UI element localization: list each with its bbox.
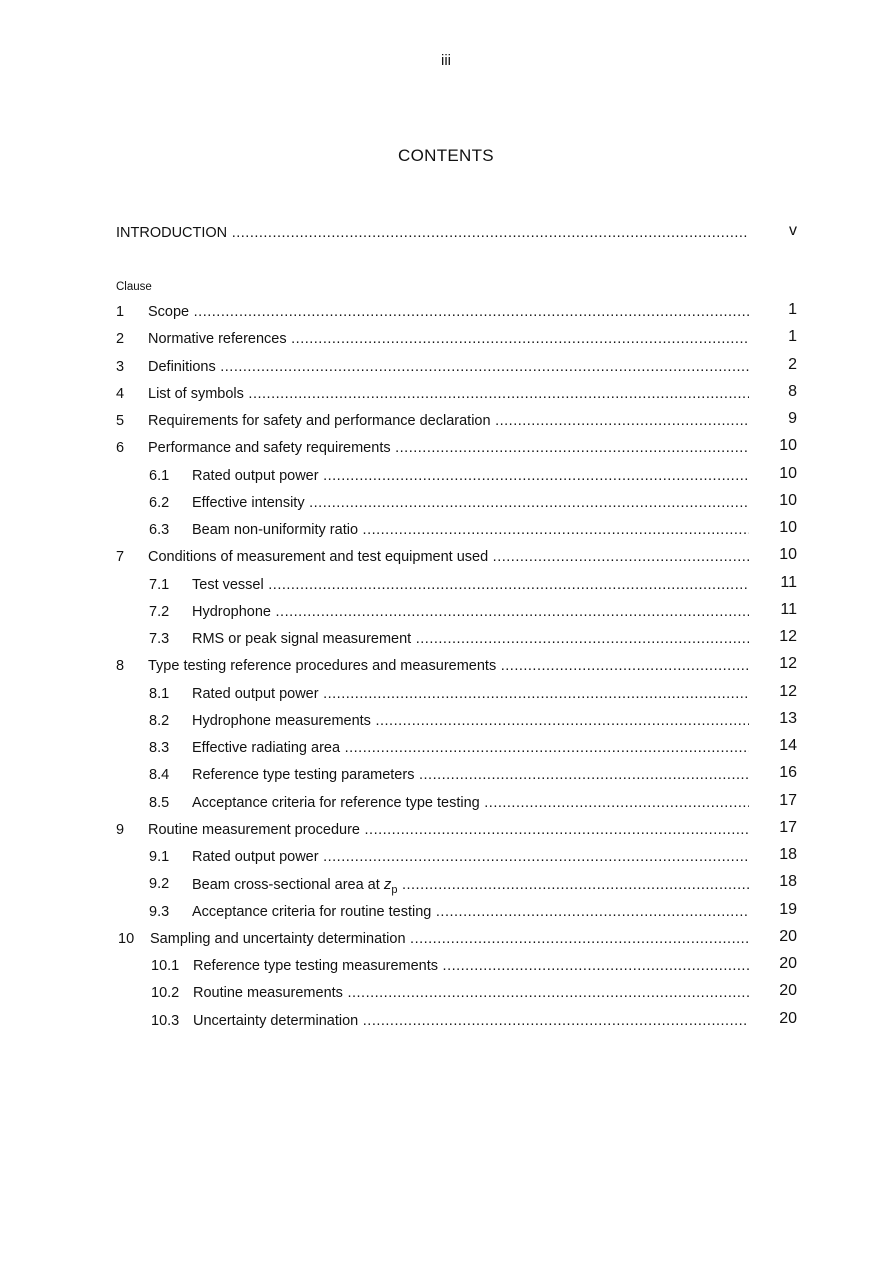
toc-entry-page: 10	[779, 519, 797, 536]
toc-entry-number: 9.3	[149, 903, 170, 920]
toc-entry-number: 9	[116, 821, 125, 838]
toc-entry-title	[192, 468, 749, 484]
toc-row[interactable]	[0, 873, 892, 898]
toc-entry-number: 8.4	[149, 767, 170, 784]
toc-entry-page: 17	[779, 818, 797, 836]
toc-row[interactable]	[0, 382, 892, 408]
toc-row[interactable]	[0, 628, 892, 653]
toc-entry-title-text: Normative references	[148, 331, 287, 348]
toc-entry-page: 11	[780, 573, 797, 591]
toc-entry-title	[148, 331, 749, 347]
toc-row[interactable]	[0, 709, 892, 735]
toc-entry-title: INTRODUCTION .....	[116, 225, 749, 241]
toc-entry-page: 10	[779, 546, 797, 564]
toc-row[interactable]	[0, 464, 892, 490]
toc-entry-page: 10	[779, 437, 797, 455]
toc-row[interactable]	[0, 955, 892, 980]
toc-entry-title	[192, 740, 749, 756]
toc-entry-number: 2	[116, 331, 125, 348]
toc-entry-title	[192, 795, 749, 811]
toc-entry-title-text: Performance and safety requirements	[148, 440, 391, 457]
toc-entry-title-text: Hydrophone measurements	[192, 712, 371, 729]
toc-entry-title	[192, 849, 749, 865]
symbol-subscript: p	[391, 884, 398, 897]
toc-entry-symbol	[383, 876, 398, 897]
toc-entry-page: 18	[779, 846, 797, 863]
toc-entry-title	[150, 931, 749, 947]
clause-label: Clause	[116, 281, 152, 293]
toc-entry-title-text: List of symbols	[148, 385, 244, 402]
toc-entry-title-text: Routine measurement procedure	[148, 821, 360, 838]
toc-entry-number: 6	[116, 440, 125, 457]
toc-introduction-row[interactable]	[0, 222, 892, 247]
toc-entry-number: 6.1	[149, 467, 170, 484]
toc-entry-page: 12	[779, 628, 797, 645]
toc-entry-page: 12	[779, 655, 797, 673]
toc-entry-page: 11	[780, 600, 797, 618]
toc-entry-title-text: Acceptance criteria for reference type testing	[192, 794, 480, 811]
toc-entry-title	[192, 604, 749, 620]
toc-entry-title-text: Uncertainty determination	[193, 1012, 359, 1029]
toc-entry-number: 9.2	[149, 876, 170, 893]
toc-entry-number: 8.1	[149, 685, 170, 702]
toc-entry-title	[193, 985, 749, 1001]
toc-entry-title-text: Scope	[148, 304, 190, 320]
toc-row[interactable]	[0, 927, 892, 953]
toc-entry-number: 6.2	[149, 494, 170, 511]
toc-entry-title-text: Effective radiating area	[192, 740, 341, 756]
toc-entry-page: 17	[779, 791, 797, 809]
toc-entry-title-text: Routine measurements	[193, 985, 343, 1002]
toc-entry-page: 1	[788, 301, 797, 318]
toc-entry-page: 2	[788, 355, 797, 373]
toc-row[interactable]	[0, 328, 892, 353]
toc-entry-title	[148, 822, 749, 838]
toc-entry-number: 10	[118, 930, 135, 947]
toc-entry-page: 20	[779, 927, 797, 945]
toc-entry-title	[192, 495, 749, 511]
toc-entry-number: 4	[116, 385, 125, 402]
toc-row[interactable]	[0, 600, 892, 626]
toc-entry-number: 10.1	[151, 958, 180, 974]
toc-entry-title-text: RMS or peak signal measurement	[192, 631, 412, 647]
toc-row[interactable]	[0, 846, 892, 871]
toc-entry-title	[193, 958, 749, 974]
toc-entry-title-text: Beam cross-sectional area at	[192, 877, 384, 894]
toc-entry-page: 13	[779, 709, 797, 727]
toc-row[interactable]	[0, 437, 892, 462]
toc-row[interactable]	[0, 982, 892, 1007]
toc-entry-title-text: Rated output power	[192, 685, 319, 702]
toc-row[interactable]	[0, 410, 892, 435]
toc-entry-title-text: Rated output power	[192, 467, 319, 484]
toc-entry-title-text: Effective intensity	[192, 494, 305, 511]
toc-row[interactable]	[0, 682, 892, 708]
toc-entry-title-text: Hydrophone	[192, 603, 271, 620]
toc-entry-page: 18	[779, 873, 797, 891]
toc-row[interactable]	[0, 764, 892, 789]
toc-entry-title	[192, 631, 749, 647]
toc-entry-title-text: Reference type testing measurements	[193, 958, 439, 974]
toc-entry-title-text: Acceptance criteria for routine testing	[192, 903, 432, 920]
toc-entry-title	[192, 767, 749, 783]
toc-entry-page: 1	[788, 328, 797, 346]
toc-entry-title	[148, 440, 749, 456]
toc-entry-title-text: Test vessel	[192, 576, 264, 593]
toc-entry-title-text: Type testing reference procedures and measurements	[148, 658, 497, 675]
toc-entry-page: 20	[779, 982, 797, 1000]
toc-entry-page: 16	[779, 764, 797, 782]
toc-entry-page: 10	[779, 464, 797, 482]
toc-entry-title	[148, 658, 749, 674]
toc-entry-title	[148, 304, 749, 320]
page-title: CONTENTS	[398, 146, 494, 165]
toc-entry-number: 8.5	[149, 794, 170, 811]
toc-entry-title-text: Reference type testing parameters	[192, 767, 415, 784]
toc-entry-title-text: Sampling and uncertainty determination	[150, 930, 406, 947]
toc-entry-title	[192, 713, 749, 729]
toc-entry-number: 5	[116, 413, 125, 429]
toc-row[interactable]	[0, 301, 892, 326]
toc-entry-title	[192, 686, 749, 702]
toc-entry-number: 7.2	[149, 603, 170, 620]
toc-entry-title	[148, 413, 749, 429]
toc-entry-title-text: Requirements for safety and performance declaration	[148, 413, 491, 429]
toc-row[interactable]	[0, 546, 892, 571]
toc-entry-page: 12	[779, 682, 797, 700]
toc-entry-title-text: Rated output power	[192, 849, 319, 865]
toc-entry-page: v	[789, 222, 797, 239]
toc-row[interactable]	[0, 355, 892, 381]
toc-entry-title-text: Definitions	[148, 358, 216, 375]
toc-entry-title-text: Beam non-uniformity ratio	[192, 522, 359, 538]
toc-entry-number: 7.1	[149, 576, 170, 593]
toc-entry-page: 20	[779, 955, 797, 972]
symbol-variable: z	[383, 876, 392, 894]
toc-entry-number: 6.3	[149, 522, 170, 538]
toc-entry-title	[148, 549, 749, 565]
toc-row[interactable]	[0, 519, 892, 544]
toc-entry-page: 20	[779, 1009, 797, 1027]
toc-entry-number: 8.2	[149, 712, 170, 729]
toc-row[interactable]	[0, 900, 892, 926]
toc-entry-number: 10.2	[151, 985, 180, 1002]
toc-entry-number: 3	[116, 358, 125, 375]
toc-entry-number: 9.1	[149, 849, 170, 865]
toc-entry-title	[192, 876, 749, 896]
toc-entry-title	[192, 522, 749, 538]
page-number: iii	[441, 52, 451, 69]
toc-entry-title	[148, 386, 749, 402]
toc-entry-page: 8	[788, 382, 797, 400]
toc-row[interactable]	[0, 1009, 892, 1035]
toc-entry-page: 14	[779, 737, 797, 754]
toc-row[interactable]	[0, 737, 892, 762]
toc-entry-number: 7.3	[149, 631, 170, 647]
toc-entry-title	[192, 577, 749, 593]
toc-entry-title-text: Conditions of measurement and test equipment used	[148, 549, 489, 566]
toc-row[interactable]	[0, 818, 892, 844]
toc-entry-number: 8	[116, 658, 125, 675]
toc-entry-number: 10.3	[151, 1012, 180, 1029]
toc-entry-number: 7	[116, 549, 125, 566]
toc-entry-title	[192, 904, 749, 920]
toc-row[interactable]	[0, 491, 892, 517]
toc-entry-page: 19	[779, 900, 797, 918]
toc-row[interactable]	[0, 791, 892, 817]
toc-entry-page: 10	[779, 491, 797, 509]
toc-row[interactable]	[0, 655, 892, 680]
toc-entry-page: 9	[788, 410, 797, 427]
toc-entry-number: 8.3	[149, 740, 170, 756]
toc-entry-title	[148, 359, 749, 375]
toc-entry-title	[193, 1013, 749, 1029]
toc-row[interactable]	[0, 573, 892, 599]
toc-entry-number: 1	[116, 304, 125, 320]
